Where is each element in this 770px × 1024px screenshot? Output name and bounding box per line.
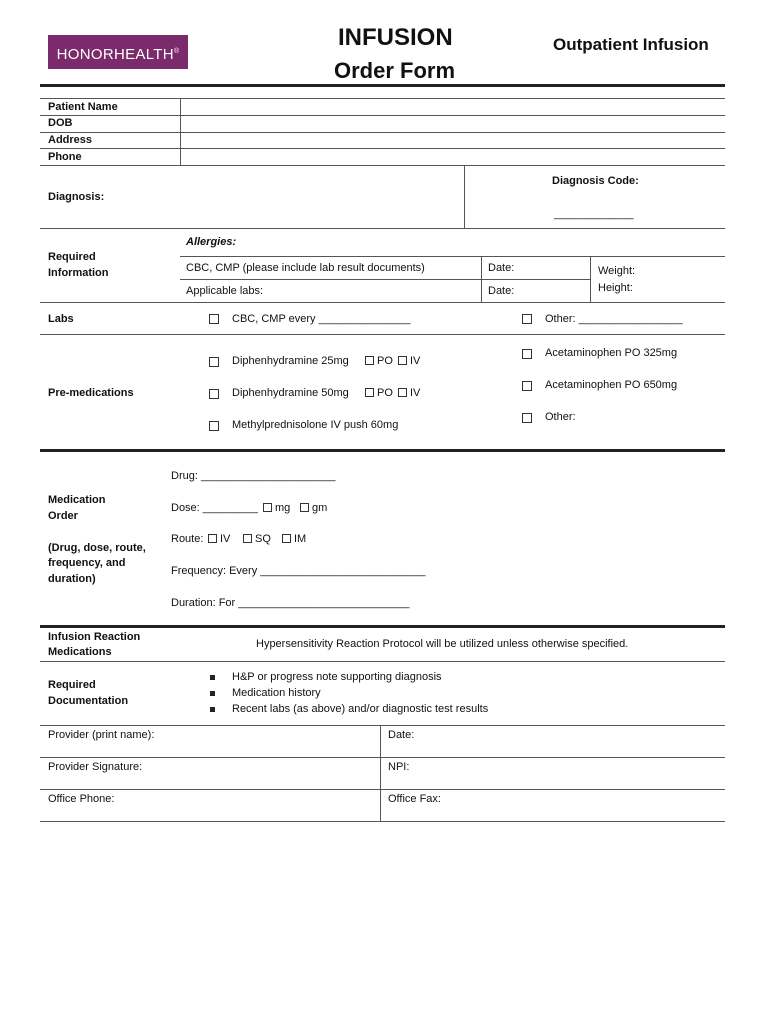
route-label: Route: xyxy=(171,533,204,545)
weight-label: Weight: xyxy=(598,265,636,277)
divider xyxy=(40,661,725,662)
npi-label: NPI: xyxy=(388,761,410,773)
phone-field[interactable] xyxy=(182,149,724,165)
premeds-other-checkbox[interactable] xyxy=(522,413,532,423)
route-iv-label: IV xyxy=(220,533,231,545)
acetaminophen-650-checkbox[interactable] xyxy=(522,381,532,391)
premeds-other-text: Other: xyxy=(545,411,576,423)
phone-label: Phone xyxy=(48,151,82,163)
required-doc-item: Medication history xyxy=(232,687,321,699)
diphenhydramine-50-checkbox[interactable] xyxy=(209,389,219,399)
cbc-cmp-every: CBC, CMP every _______________ xyxy=(232,313,411,325)
column-divider xyxy=(180,98,181,165)
medication-order-label-3: (Drug, dose, route, xyxy=(48,542,146,554)
provider-print-name-label: Provider (print name): xyxy=(48,729,155,741)
diagnosis-label: Diagnosis: xyxy=(48,191,105,203)
duration-field[interactable]: Duration: For ____________________________ xyxy=(171,597,410,609)
labs-other-checkbox[interactable] xyxy=(522,314,532,324)
acetaminophen-325-text: Acetaminophen PO 325mg xyxy=(545,347,678,359)
mg-label: mg xyxy=(275,502,291,514)
date-label-2: Date: xyxy=(488,285,515,297)
column-divider xyxy=(380,725,381,822)
column-divider xyxy=(464,165,465,228)
po-checkbox[interactable] xyxy=(365,388,374,397)
divider xyxy=(40,757,725,758)
premedications-label: Pre-medications xyxy=(48,387,134,399)
column-divider xyxy=(590,256,591,302)
form-title-line1: INFUSION xyxy=(338,24,453,51)
dose-mg-option[interactable] xyxy=(263,502,290,515)
dose-field[interactable]: Dose: _________ xyxy=(171,502,258,514)
route-iv-checkbox[interactable] xyxy=(208,534,217,543)
diphenhydramine-25-checkbox[interactable] xyxy=(209,357,219,367)
iv-checkbox[interactable] xyxy=(398,356,407,365)
divider xyxy=(40,165,725,166)
acetaminophen-650-text: Acetaminophen PO 650mg xyxy=(545,379,678,391)
route-sq-label: SQ xyxy=(255,533,271,545)
diagnosis-field[interactable] xyxy=(120,170,460,225)
address-field[interactable] xyxy=(182,133,724,149)
labs-other: Other: _________________ xyxy=(545,313,683,325)
honorhealth-logo xyxy=(48,35,188,69)
infusion-reaction-label-1: Infusion Reaction xyxy=(48,631,141,643)
medication-order-label-1: Medication xyxy=(48,494,106,506)
provider-signature-field[interactable] xyxy=(155,759,375,787)
divider xyxy=(40,302,725,303)
height-label: Height: xyxy=(598,282,633,294)
diph50-iv-option[interactable] xyxy=(398,387,420,400)
bullet xyxy=(210,691,215,696)
gm-label: gm xyxy=(312,502,328,514)
bullet xyxy=(210,707,215,712)
route-iv-option[interactable] xyxy=(208,533,230,546)
iv-label: IV xyxy=(410,387,421,399)
logo-text-secondary: HEALTH xyxy=(114,46,174,63)
po-label: PO xyxy=(377,387,393,399)
required-info-label-2: Information xyxy=(48,267,109,279)
route-sq-option[interactable] xyxy=(243,533,271,546)
date-label-1: Date: xyxy=(488,262,515,274)
provider-date-label: Date: xyxy=(388,729,415,741)
divider xyxy=(40,725,725,726)
medication-order-label-2: Order xyxy=(48,510,78,522)
diphenhydramine-25-text: Diphenhydramine 25mg xyxy=(232,355,349,367)
required-docs-label-2: Documentation xyxy=(48,695,129,707)
route-sq-checkbox[interactable] xyxy=(243,534,252,543)
route-im-option[interactable] xyxy=(282,533,306,546)
dose-gm-option[interactable] xyxy=(300,502,327,515)
po-checkbox[interactable] xyxy=(365,356,374,365)
header-divider xyxy=(40,84,725,87)
divider xyxy=(180,279,590,280)
bullet xyxy=(210,675,215,680)
provider-print-name-field[interactable] xyxy=(170,727,375,755)
hypersensitivity-protocol-text: Hypersensitivity Reaction Protocol will be utilized unless otherwise specified. xyxy=(256,638,629,650)
office-fax-field[interactable] xyxy=(445,791,720,819)
divider xyxy=(40,789,725,790)
logo-reg-mark: ® xyxy=(173,48,180,55)
medication-order-label-4: frequency, and xyxy=(48,557,126,569)
diph50-po-option[interactable] xyxy=(365,387,393,400)
npi-field[interactable] xyxy=(415,759,720,787)
infusion-reaction-label-2: Medications xyxy=(48,646,112,658)
form-title-line2: Order Form xyxy=(334,58,456,83)
outpatient-infusion-title: Outpatient Infusion xyxy=(553,35,709,54)
iv-label: IV xyxy=(410,355,421,367)
diagnosis-code-field[interactable]: _____________ xyxy=(554,208,634,220)
divider xyxy=(40,821,725,822)
po-label: PO xyxy=(377,355,393,367)
provider-signature-label: Provider Signature: xyxy=(48,761,143,773)
mg-checkbox[interactable] xyxy=(263,503,272,512)
patient-name-label: Patient Name xyxy=(48,101,118,113)
cbc-cmp-checkbox[interactable] xyxy=(209,314,219,324)
provider-date-field[interactable] xyxy=(420,727,720,755)
office-fax-label: Office Fax: xyxy=(388,793,441,805)
allergies-label: Allergies: xyxy=(186,236,237,248)
route-im-label: IM xyxy=(294,533,307,545)
iv-checkbox[interactable] xyxy=(398,388,407,397)
frequency-field[interactable]: Frequency: Every ___________________________ xyxy=(171,565,426,577)
diph25-po-option[interactable] xyxy=(365,355,393,368)
required-info-label-1: Required xyxy=(48,251,96,263)
methylprednisolone-checkbox[interactable] xyxy=(209,421,219,431)
methylprednisolone-text: Methylprednisolone IV push 60mg xyxy=(232,419,399,431)
labs-label: Labs xyxy=(48,313,74,325)
medication-order-label-5: duration) xyxy=(48,573,96,585)
diagnosis-code-label: Diagnosis Code: xyxy=(552,175,639,187)
logo-text-main: HONOR xyxy=(56,46,114,63)
section-divider xyxy=(40,449,725,452)
required-doc-item: Recent labs (as above) and/or diagnostic test results xyxy=(232,703,489,715)
acetaminophen-325-checkbox[interactable] xyxy=(522,349,532,359)
divider xyxy=(180,256,725,257)
dob-field[interactable] xyxy=(182,116,724,132)
divider xyxy=(40,228,725,229)
cbc-cmp-text: CBC, CMP (please include lab result documents) xyxy=(186,262,425,274)
required-docs-label-1: Required xyxy=(48,679,96,691)
dob-label: DOB xyxy=(48,117,73,129)
route-im-checkbox[interactable] xyxy=(282,534,291,543)
gm-checkbox[interactable] xyxy=(300,503,309,512)
office-phone-label: Office Phone: xyxy=(48,793,115,805)
diph25-iv-option[interactable] xyxy=(398,355,420,368)
section-divider xyxy=(40,625,725,628)
applicable-labs-label: Applicable labs: xyxy=(186,285,264,297)
patient-name-field[interactable] xyxy=(182,99,724,115)
diphenhydramine-50-text: Diphenhydramine 50mg xyxy=(232,387,349,399)
drug-field[interactable]: Drug: ______________________ xyxy=(171,470,336,482)
divider xyxy=(40,334,725,335)
office-phone-field[interactable] xyxy=(125,791,375,819)
required-doc-item: H&P or progress note supporting diagnosis xyxy=(232,671,442,683)
address-label: Address xyxy=(48,134,93,146)
